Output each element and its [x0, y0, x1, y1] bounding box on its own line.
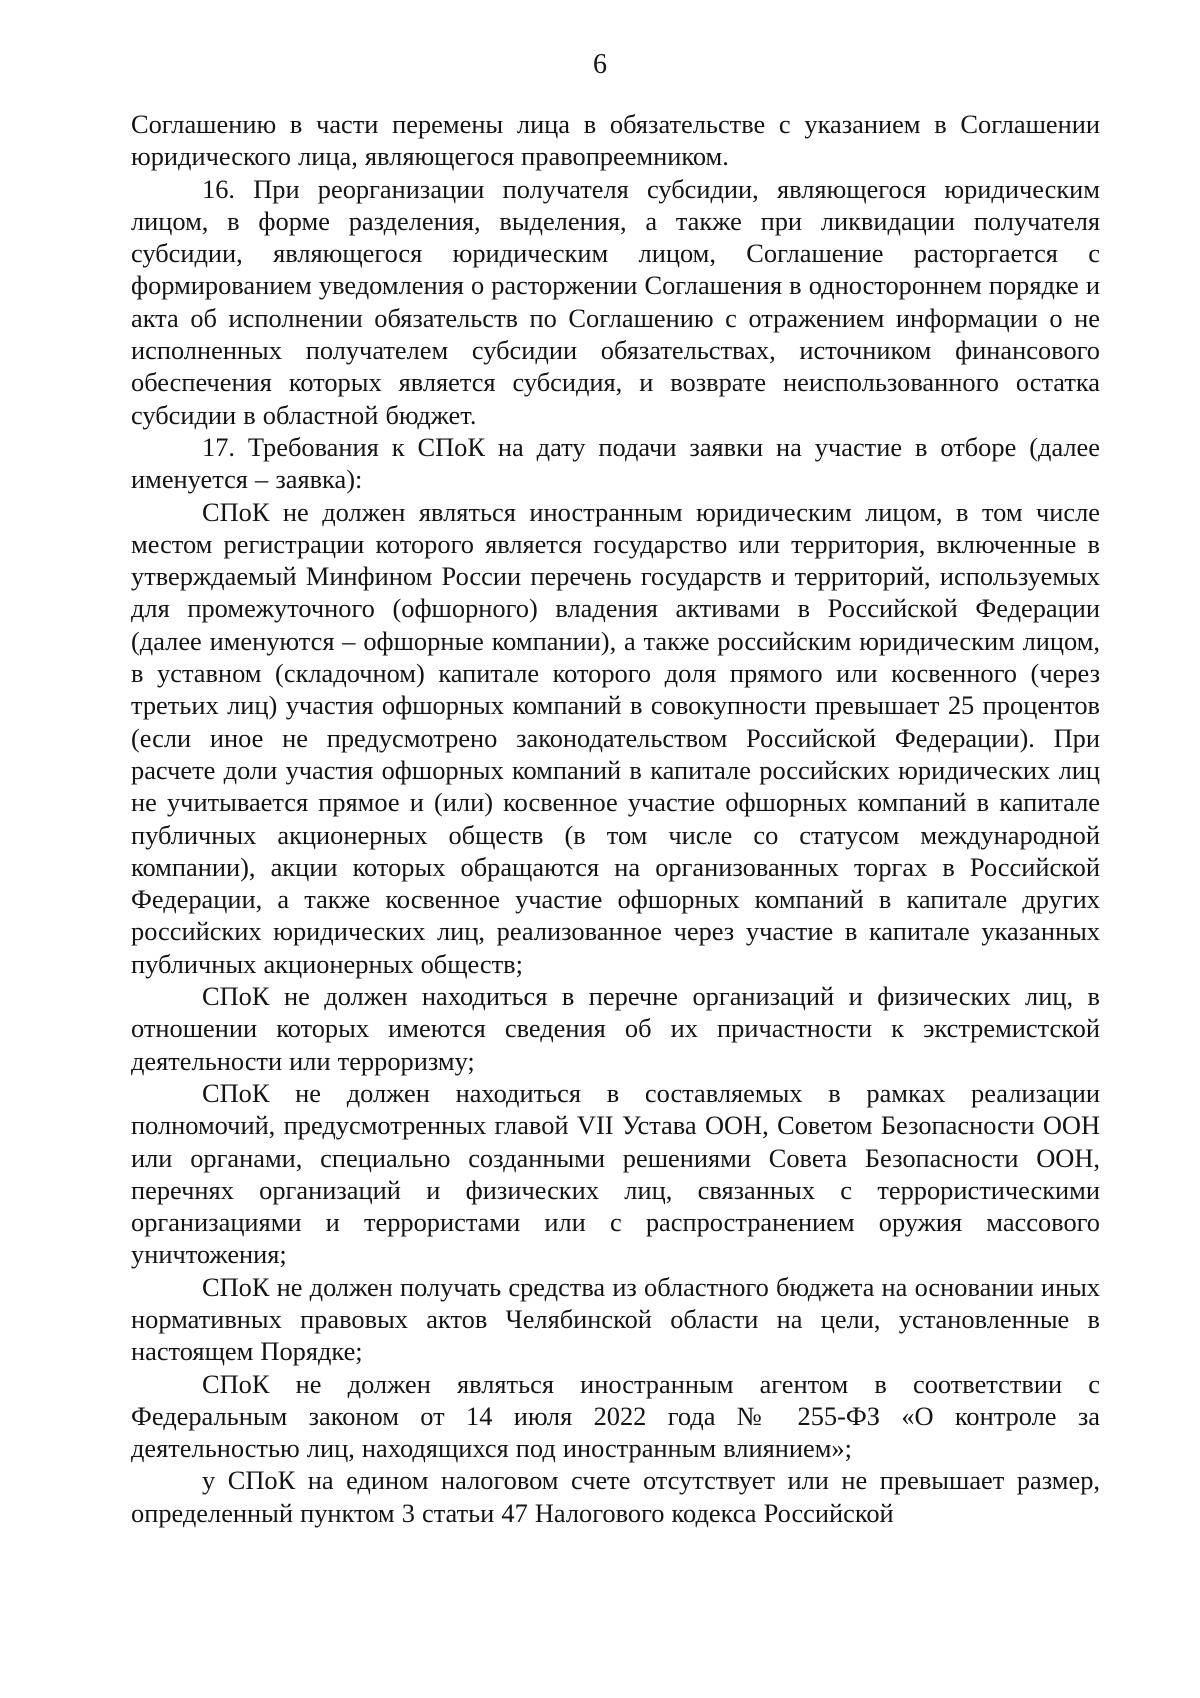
page-number: 6: [593, 49, 607, 80]
paragraph-un-list-requirement: СПоК не должен находиться в составляемых в рамках реализации полномочий, предусмотренных главой VII Устава ООН, Советом Безопасности ООН или органами, специально созданными решениями Совета Безопасности ООН, перечнях организаций и физических лиц, связанных с террористическими организациями и террористами или с распространением оружия массового уничтожения;: [131, 1077, 1100, 1270]
paragraph-tax-account-requirement: у СПоК на едином налоговом счете отсутствует или не превышает размер, определенный пунктом 3 статьи 47 Налогового кодекса Российской: [131, 1465, 1100, 1528]
document-body: [131, 108, 1100, 1529]
paragraph-continuation: Соглашению в части перемены лица в обязательстве с указанием в Соглашении юридического лица, являющегося правопреемником.: [131, 109, 1100, 172]
paragraph-offshore-requirement: СПоК не должен являться иностранным юридическим лицом, в том числе местом регистрации которого является государство или территория, включенные в утверждаемый Минфином России перечень государств и территорий, используемых для промежуточного (офшорного) владения активами в Российской Федерации (далее именуются – офшорные компании), а также российским юридическим лицом, в уставном (складочном) капитале которого доля прямого или косвенного (через третьих лиц) участия офшорных компаний в совокупности превышает 25 процентов (если иное не предусмотрено законодательством Российской Федерации). При расчете доли участия офшорных компаний в капитале российских юридических лиц не учитывается прямое и (или) косвенное участие офшорных компаний в капитале публичных акционерных обществ (в том числе со статусом международной компании), акции которых обращаются на организованных торгах в Российской Федерации, а также косвенное участие офшорных компаний в капитале других российских юридических лиц, реализованное через участие в капитале указанных публичных акционерных обществ;: [131, 496, 1100, 979]
paragraph-budget-funds-requirement: СПоК не должен получать средства из областного бюджета на основании иных нормативных правовых актов Челябинской области на цели, установленные в настоящем Порядке;: [131, 1271, 1100, 1367]
paragraph-foreign-agent-requirement: СПоК не должен являться иностранным агентом в соответствии с Федеральным законом от 14 июля 2022 года № 255-ФЗ «О контроле за деятельностью лиц, находящихся под иностранным влиянием»;: [131, 1368, 1100, 1464]
paragraph-extremism-requirement: СПоК не должен находиться в перечне организаций и физических лиц, в отношении которых имеются сведения об их причастности к экстремистской деятельности или терроризму;: [131, 981, 1100, 1076]
paragraph-item-16: 16. При реорганизации получателя субсидии, являющегося юридическим лицом, в форме разделения, выделения, а также при ликвидации получателя субсидии, являющегося юридическим лицом, Соглашение расторгается с формированием уведомления о расторжении Соглашения в одностороннем порядке и акта об исполнении обязательств по Соглашению с отражением информации о не исполненных получателем субсидии обязательствах, источником финансового обеспечения которых является субсидия, и возврате неиспользованного остатка субсидии в областной бюджет.: [131, 173, 1100, 430]
paragraph-item-17: 17. Требования к СПоК на дату подачи заявки на участие в отборе (далее именуется – заявка):: [131, 431, 1100, 495]
